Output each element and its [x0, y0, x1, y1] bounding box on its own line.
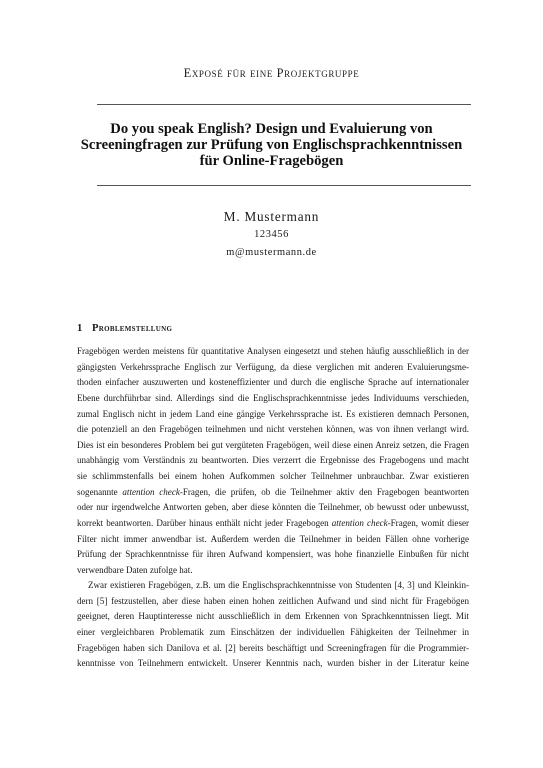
text-segment: korrekt beantworten. Darüber hinaus enthält nicht jeder Fragebogen: [77, 518, 332, 529]
author-name: M. Mustermann: [223, 209, 320, 224]
text-line: Prüfung der Sprachkenntnisse für ihren Aufwand kompensiert, was hohe finanzielle Einbußen für nicht: [77, 549, 469, 560]
text-line-with-emphasis: [77, 485, 469, 501]
text-line: geeignet, deren Hauptinteresse nicht ausschließlich in dem Erkennen von Sprachkenntnissen liegt. Mit: [77, 611, 469, 622]
matriculation-number: 123456: [254, 229, 289, 240]
text-segment: -Fragen, womit dieser: [387, 518, 469, 529]
title-line: für Online-Fragebögen: [199, 153, 344, 170]
text-line: die potenziell an den Fragebögen teilnehmen und nicht verstehen können, was von ihnen verlangt wird.: [77, 424, 469, 435]
text-line: Fragebögen werden meistens für quantitative Analysen eingesetzt und stehen häufig ausschließlich in der: [77, 346, 469, 356]
emphasis-term: attention check: [331, 518, 388, 529]
text-segment: -Fragen, die prüfen, ob die Teilnehmer aktiv den Fragebogen beantworten: [179, 486, 469, 497]
text-line: oder nur irgendwelche Antworten geben, aber diese könnten die Teilnehmer, ob bewusst oder unbewusst,: [77, 502, 469, 513]
text-line: unabhängig vom Verständnis zu beantworten. Dies verzerrt die Ergebnisse des Fragebogens und macht: [77, 455, 469, 466]
document-type-label: Exposé für eine Projektgruppe: [183, 66, 360, 80]
text-line: Zwar existieren Fragebögen, z.B. um die Englischsprachkenntnisse von Studenten [4, 3] und Kleinkin-: [88, 580, 469, 590]
text-line: Fragebögen haben sich Danilova et al. [2] bereits beschäftigt und Screeningfragen für die Programmier-: [77, 642, 469, 653]
title-line: Do you speak English? Design und Evaluierung von: [110, 121, 433, 137]
section-title: Problemstellung: [92, 323, 173, 334]
text-line: kenntnisse von Teilnehmern entwickelt. Unserer Kenntnis nach, wurden bisher in der Literatur keine: [77, 658, 469, 669]
text-line: zumal Englisch nicht in jedem Land eine gängige Verkehrssprache ist. Es existieren demnach Personen,: [77, 408, 469, 419]
text-line: Dies ist ein besonderes Problem bei gut vergüteten Fragebögen, weil diese einen Anreiz setzen, die Fragen: [77, 439, 469, 450]
author-email: m@mustermann.de: [226, 247, 317, 258]
paragraph-1: [77, 344, 469, 579]
title-rule-top: [97, 104, 471, 105]
section-heading: [77, 323, 172, 334]
paragraph-2: [77, 578, 469, 672]
text-line: sie schlimmstenfalls bei einem hohen Aufkommen solcher Teilnehmer unbrauchbar. Zwar existieren: [77, 471, 469, 482]
text-line: dern [5] festzustellen, aber diese haben einen hohen zeitlichen Aufwand und sind nicht für Fragebögen: [77, 595, 469, 606]
text-line: thoden einfacher auszuwerten und kosteneffizienter und durch die englische Sprache auf internationaler: [77, 377, 469, 388]
text-line: verwendbare Daten zufolge hat.: [77, 564, 193, 575]
emphasis-term: attention check: [122, 486, 180, 497]
text-line: gängigsten Verkehrssprache Englisch zur Verfügung, da diese verglichen mit anderen Evaluierungsme-: [77, 361, 469, 372]
text-line: Ebene durchführbar sind. Allerdings sind die Englischsprachkenntnisse jedes Individuums verschieden,: [77, 392, 469, 403]
title-rule-bottom: [97, 185, 471, 186]
document-title: [60, 121, 483, 170]
title-line: Screeningfragen zur Prüfung von Englischsprachkenntnissen: [80, 137, 463, 154]
text-line-with-emphasis: [77, 516, 469, 532]
text-line: einer vergleichbaren Problematik zum Einschätzen der individuellen Fähigkeiten der Teilnehmer in: [77, 626, 469, 637]
section-number: 1: [77, 323, 83, 334]
text-segment: sogenannte: [77, 486, 123, 497]
text-line: Filter nicht immer anwendbar ist. Außerdem werden die Teilnehmer in beiden Fällen ohne vorherige: [77, 533, 469, 544]
